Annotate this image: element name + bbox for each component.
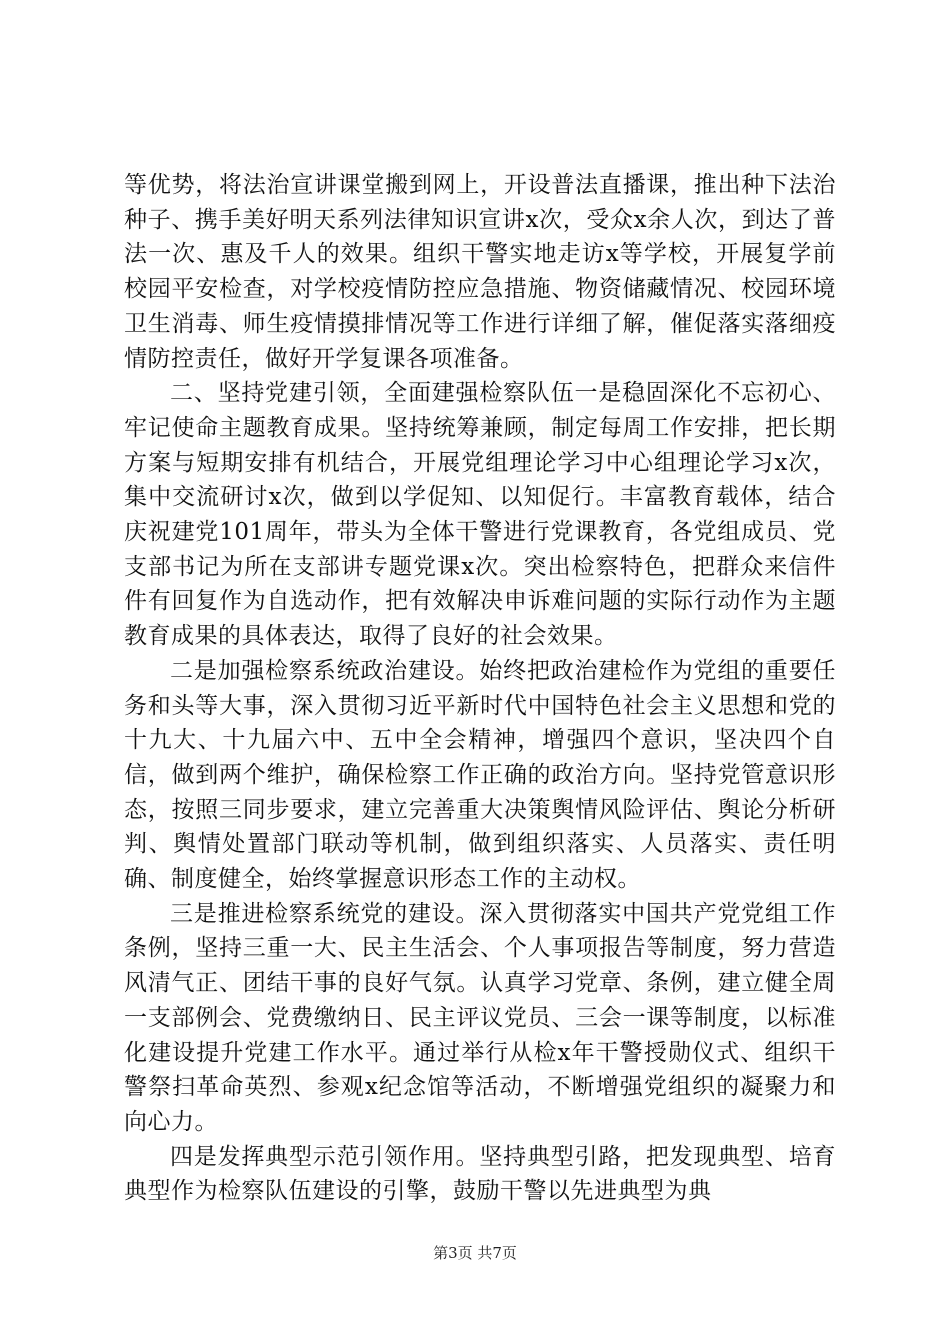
paragraph-5: 四是发挥典型示范引领作用。坚持典型引路，把发现典型、培育典型作为检察队伍建设的引擎，鼓励干警以先进典型为典	[124, 1143, 836, 1205]
paragraph-3: 二是加强检察系统政治建设。始终把政治建检作为党组的重要任务和头等大事，深入贯彻习近平新时代中国特色社会主义思想和党的十九大、十九届六中、五中全会精神，增强四个意识，坚决四个自信，做到两个维护，确保检察工作正确的政治方向。坚持党管意识形态，按照三同步要求，建立完善重大决策舆情风险评估、舆论分析研判、舆情处置部门联动等机制，做到组织落实、人员落实、责任明确、制度健全，始终掌握意识形态工作的主动权。	[124, 657, 836, 893]
page-number-footer: 第3页 共7页	[433, 1244, 517, 1262]
paragraph-4: 三是推进检察系统党的建设。深入贯彻落实中国共产党党组工作条例，坚持三重一大、民主生活会、个人事项报告等制度，努力营造风清气正、团结干事的良好气氛。认真学习党章、条例，建立健全周一支部例会、党费缴纳日、民主评议党员、三会一课等制度，以标准化建设提升党建工作水平。通过举行从检x年干警授勋仪式、组织干警祭扫革命英烈、参观x纪念馆等活动，不断增强党组织的凝聚力和向心力。	[124, 900, 836, 1135]
paragraph-2: 二、坚持党建引领，全面建强检察队伍一是稳固深化不忘初心、牢记使命主题教育成果。坚持统筹兼顾，制定每周工作安排，把长期方案与短期安排有机结合，开展党组理论学习中心组理论学习x次，集中交流研讨x次，做到以学促知、以知促行。丰富教育载体，结合庆祝建党101周年，带头为全体干警进行党课教育，各党组成员、党支部书记为所在支部讲专题党课x次。突出检察特色，把群众来信件件有回复作为自选动作，把有效解决申诉难问题的实际行动作为主题教育成果的具体表达，取得了良好的社会效果。	[124, 380, 836, 650]
paragraph-1: 等优势，将法治宣讲课堂搬到网上，开设普法直播课，推出种下法治种子、携手美好明天系列法律知识宣讲x次，受众x余人次，到达了普法一次、惠及千人的效果。组织干警实地走访x等学校，开展复学前校园平安检查，对学校疫情防控应急措施、物资储藏情况、校园环境卫生消毒、师生疫情摸排情况等工作进行详细了解，催促落实落细疫情防控责任，做好开学复课各项准备。	[124, 172, 836, 372]
document-body	[124, 168, 836, 1209]
